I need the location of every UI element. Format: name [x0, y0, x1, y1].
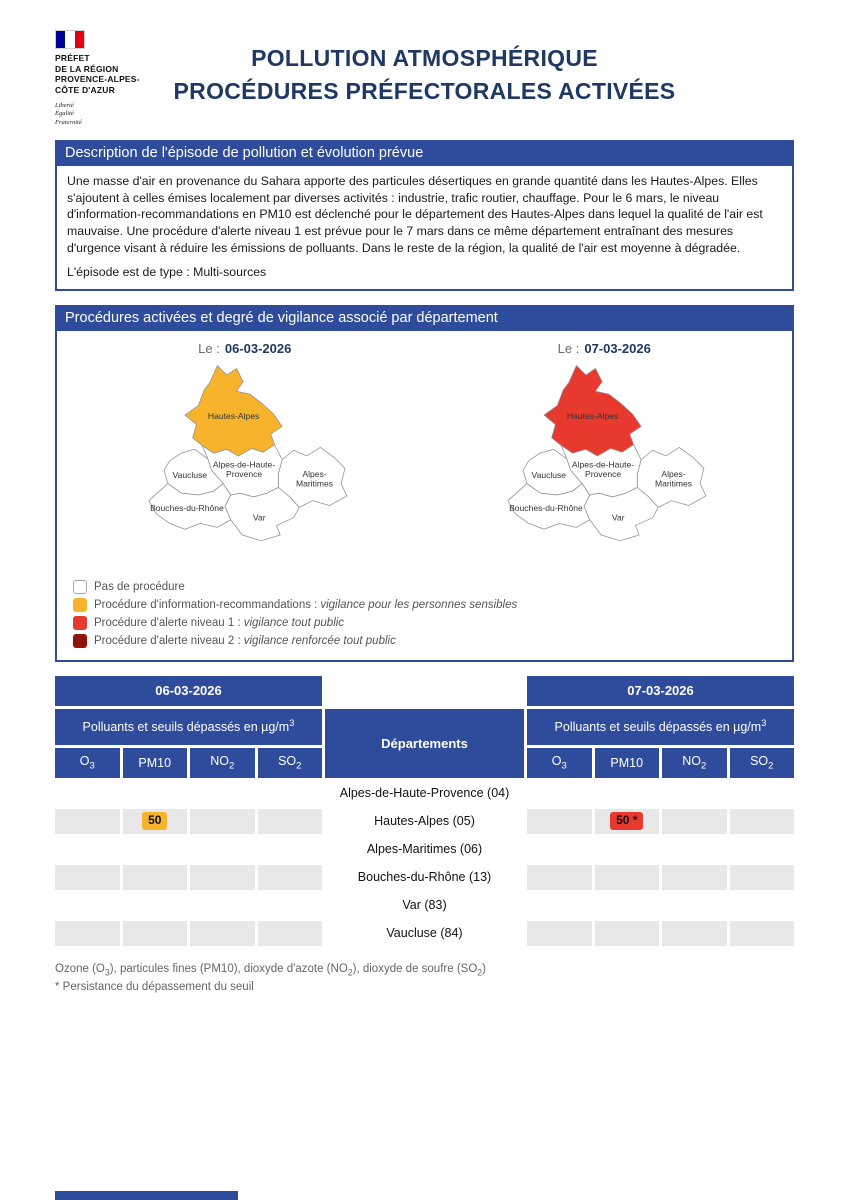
col-header-no2-right	[662, 748, 727, 778]
value-cell	[258, 837, 323, 862]
legend-detail: vigilance tout public	[243, 616, 345, 629]
flag-blue-stripe	[56, 31, 65, 48]
department-cell: Hautes-Alpes (05)	[325, 809, 524, 834]
value-cell	[730, 865, 795, 890]
col-header-so2-right	[730, 748, 795, 778]
region-map-07-03	[485, 356, 723, 570]
map-label-var: Var	[252, 512, 266, 523]
map-label-am-1: Alpes-	[302, 469, 327, 480]
legend-item-none	[73, 580, 784, 594]
map-departments	[149, 366, 347, 541]
department-cell: Var (83)	[325, 893, 524, 918]
value-cell	[258, 893, 323, 918]
col-header-text: PM10	[138, 755, 172, 770]
map-date-prefix: Le :	[557, 341, 580, 357]
col-header-text: PM10	[610, 755, 644, 770]
pm10-alerte-badge: 50 *	[610, 812, 643, 830]
department-cell: Vaucluse (84)	[325, 921, 524, 946]
french-flag-icon	[55, 30, 85, 49]
value-cell	[595, 893, 660, 918]
republic-motto	[55, 102, 185, 128]
map-date-right	[425, 341, 785, 356]
logo-line: CÔTE D'AZUR	[55, 84, 115, 95]
table-date-left: 06-03-2026	[55, 676, 322, 706]
value-cell	[662, 921, 727, 946]
footer-bar	[55, 1191, 238, 1200]
legend-item-information	[73, 598, 784, 612]
value-cell	[123, 865, 188, 890]
value-cell	[123, 781, 188, 806]
value-cell	[190, 781, 255, 806]
value-cell	[258, 781, 323, 806]
map-label-hautes-alpes: Hautes-Alpes	[207, 411, 259, 422]
legend-swatch-none-icon	[73, 580, 87, 594]
map-date-value: 06-03-2026	[224, 341, 292, 357]
procedures-section-box	[55, 331, 794, 661]
legend-label: Procédure d'alerte niveau 2 :	[94, 634, 241, 647]
value-cell	[123, 837, 188, 862]
footnote-pollutants: Ozone $(O_3)$, particules fines (PM10), dioxyde d'azote $(NO_2)$, dioxyde de soufre $(SO_2)$	[55, 962, 486, 977]
value-cell	[527, 781, 592, 806]
legend-swatch-information-icon	[73, 598, 87, 612]
logo-line: PRÉFET	[55, 53, 90, 63]
maps-row	[65, 335, 784, 575]
value-cell	[595, 865, 660, 890]
col-header-no2-left	[190, 748, 255, 778]
legend-detail: vigilance renforcée tout public	[243, 634, 396, 647]
map-label-am-2: Maritimes	[655, 478, 693, 489]
value-cell	[190, 865, 255, 890]
value-cell	[730, 921, 795, 946]
value-cell	[55, 837, 120, 862]
map-label-adhp-2: Provence	[225, 469, 262, 480]
page-header	[55, 0, 794, 138]
flag-red-stripe	[75, 31, 84, 48]
footnote-persistence: * Persistance du dépassement du seuil	[55, 981, 254, 994]
value-cell	[55, 865, 120, 890]
value-cell	[662, 809, 727, 834]
flag-white-stripe	[65, 31, 74, 48]
map-label-vaucluse: Vaucluse	[531, 470, 567, 481]
col-header-pm10-right	[595, 748, 660, 778]
thresholds-table	[55, 676, 794, 946]
value-cell	[730, 893, 795, 918]
description-section-box	[55, 166, 794, 291]
map-label-vaucluse: Vaucluse	[172, 470, 207, 481]
map-panel-left	[65, 335, 425, 575]
map-label-bdr: Bouches-du-Rhône	[149, 503, 224, 514]
pollutants-header-text: Polluants et seuils dépassés en $\mu g/m^3$	[554, 717, 767, 734]
value-cell	[730, 837, 795, 862]
prefecture-name	[55, 53, 185, 96]
page-title-line1: POLLUTION ATMOSPHÉRIQUE	[251, 45, 598, 71]
legend-swatch-alerte2-icon	[73, 634, 87, 648]
map-legend	[73, 580, 784, 648]
value-cell	[55, 893, 120, 918]
logo-line: DE LA RÉGION	[55, 63, 119, 74]
map-label-adhp-1: Alpes-de-Haute-	[212, 459, 275, 470]
value-cell	[55, 809, 120, 834]
map-date-prefix: Le :	[198, 341, 220, 357]
value-cell	[190, 921, 255, 946]
legend-label: Pas de procédure	[94, 580, 185, 593]
legend-swatch-alerte1-icon	[73, 616, 87, 630]
prefecture-logo	[55, 30, 185, 128]
col-header-o3-right	[527, 748, 592, 778]
value-cell	[595, 809, 660, 834]
col-header-text: $SO_2$	[278, 753, 302, 772]
value-cell	[258, 809, 323, 834]
legend-label: Procédure d'alerte niveau 1 :	[94, 616, 241, 629]
map-label-bdr: Bouches-du-Rhône	[509, 503, 584, 514]
col-header-text: $SO_2$	[750, 753, 774, 772]
description-body: Une masse d'air en provenance du Sahara apporte des particules désertiques en grande quantité dans les Hautes-Alpes. Elles s'ajoutent à celles émises localement par diverses activités : industrie, trafic routier, chauffage. Pour le 6 mars, le niveau d'information-recommandations en PM10 est déclenché pour le département des Hautes-Alpes dans lequel la qualité de l'air est mauvaise. Une procédure d'alerte niveau 1 est prévue pour le 7 mars dans ce même département entraînant des mesures d'urgence visant à réduire les émissions de polluants. Dans le reste de la région, la qualité de l'air est moyenne à dégradée.	[67, 174, 763, 255]
value-cell	[258, 921, 323, 946]
legend-item-alerte-2	[73, 634, 784, 648]
page-title-line2: PROCÉDURES PRÉFECTORALES ACTIVÉES	[173, 78, 676, 105]
department-cell: Bouches-du-Rhône (13)	[325, 865, 524, 890]
value-cell	[662, 893, 727, 918]
value-cell	[55, 781, 120, 806]
episode-type: L'épisode est de type : Multi-sources	[67, 264, 267, 279]
map-label-am-1: Alpes-	[661, 469, 686, 480]
map-label-adhp-2: Provence	[585, 469, 622, 480]
motto-line: Égalité	[55, 110, 74, 118]
col-header-so2-left	[258, 748, 323, 778]
table-departments-header: Départements	[325, 709, 524, 778]
value-cell	[595, 921, 660, 946]
legend-label: Procédure d'information-recommandations :	[94, 598, 318, 611]
region-map-06-03	[126, 356, 364, 570]
map-departments	[508, 366, 706, 541]
procedures-section-header: Procédures activées et degré de vigilance associé par département	[55, 305, 794, 331]
map-date-left	[65, 341, 425, 356]
value-cell	[190, 893, 255, 918]
department-cell: Alpes-de-Haute-Provence (04)	[325, 781, 524, 806]
value-cell	[190, 809, 255, 834]
map-label-adhp-1: Alpes-de-Haute-	[572, 459, 635, 470]
value-cell	[595, 781, 660, 806]
pollutants-header-text: Polluants et seuils dépassés en $\mu g/m^3$	[82, 717, 295, 734]
value-cell	[55, 921, 120, 946]
map-label-am-2: Maritimes	[295, 478, 333, 489]
footnotes	[55, 961, 794, 998]
motto-line: Liberté	[55, 101, 74, 109]
value-cell	[258, 865, 323, 890]
col-header-pm10-left	[123, 748, 188, 778]
col-header-text: $NO_2$	[682, 753, 707, 772]
map-label-hautes-alpes: Hautes-Alpes	[567, 411, 619, 422]
table-date-right: 07-03-2026	[527, 676, 794, 706]
value-cell	[123, 893, 188, 918]
pm10-information-badge: 50	[142, 812, 167, 830]
value-cell	[527, 921, 592, 946]
value-cell	[662, 781, 727, 806]
motto-line: Fraternité	[55, 119, 82, 127]
table-pollutants-header-right	[527, 709, 794, 745]
table-pollutants-header-left	[55, 709, 322, 745]
map-label-var: Var	[612, 512, 625, 523]
map-panel-right	[425, 335, 785, 575]
value-cell	[123, 921, 188, 946]
value-cell	[190, 837, 255, 862]
value-cell	[662, 837, 727, 862]
col-header-text: $NO_2$	[210, 753, 235, 772]
description-section-header: Description de l'épisode de pollution et évolution prévue	[55, 140, 794, 166]
value-cell	[730, 809, 795, 834]
value-cell	[527, 809, 592, 834]
value-cell	[527, 893, 592, 918]
col-header-o3-left	[55, 748, 120, 778]
value-cell	[123, 809, 188, 834]
col-header-text: $O_3$	[79, 753, 95, 772]
description-content	[57, 166, 792, 289]
legend-item-alerte-1	[73, 616, 784, 630]
map-date-value: 07-03-2026	[584, 341, 651, 357]
logo-line: PROVENCE-ALPES-	[55, 74, 140, 85]
legend-detail: vigilance pour les personnes sensibles	[320, 598, 518, 611]
col-header-text: $O_3$	[551, 753, 567, 772]
value-cell	[527, 865, 592, 890]
value-cell	[730, 781, 795, 806]
table-header-spacer	[325, 676, 524, 706]
value-cell	[527, 837, 592, 862]
value-cell	[662, 865, 727, 890]
value-cell	[595, 837, 660, 862]
department-cell: Alpes-Maritimes (06)	[325, 837, 524, 862]
